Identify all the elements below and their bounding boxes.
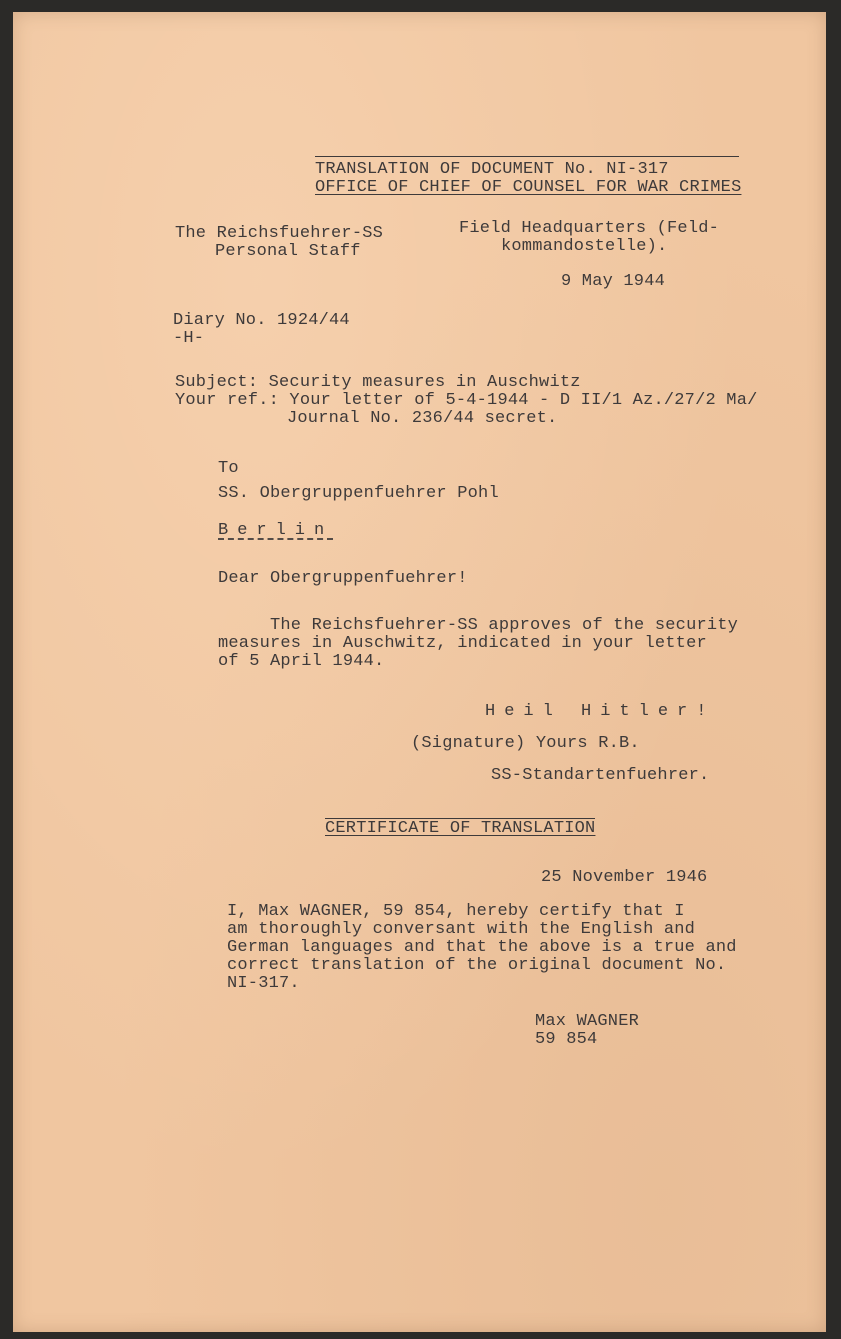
recipient-name: SS. Obergruppenfuehrer Pohl bbox=[218, 484, 499, 503]
certificate-line-5: NI-317. bbox=[227, 974, 300, 993]
recipient-to: To bbox=[218, 459, 239, 478]
sender-line-2: Personal Staff bbox=[215, 242, 361, 261]
certificate-line-3: German languages and that the above is a true and bbox=[227, 938, 737, 957]
closing-greeting: Heil Hitler! bbox=[485, 702, 716, 721]
body-line-1: The Reichsfuehrer-SS approves of the security bbox=[270, 616, 739, 635]
document-page bbox=[13, 12, 826, 1332]
closing-signature: (Signature) Yours R.B. bbox=[411, 734, 640, 753]
body-line-3: of 5 April 1944. bbox=[218, 652, 385, 671]
journal-line: Journal No. 236/44 secret. bbox=[287, 409, 558, 428]
certificate-line-2: am thoroughly conversant with the English and bbox=[227, 920, 696, 939]
diary-code: -H- bbox=[173, 329, 205, 348]
letter-date: 9 May 1944 bbox=[561, 272, 666, 291]
closing-rank: SS-Standartenfuehrer. bbox=[491, 766, 710, 785]
header-office: OFFICE OF CHIEF OF COUNSEL FOR WAR CRIMES bbox=[315, 178, 742, 197]
signer-number: 59 854 bbox=[535, 1030, 598, 1049]
recipient-city: Berlin bbox=[218, 521, 334, 540]
salutation: Dear Obergruppenfuehrer! bbox=[218, 569, 468, 588]
body-line-2: measures in Auschwitz, indicated in your letter bbox=[218, 634, 707, 653]
place-line-2: kommandostelle). bbox=[501, 237, 668, 256]
header-title: TRANSLATION OF DOCUMENT No. NI-317 bbox=[315, 160, 669, 179]
signer-name: Max WAGNER bbox=[535, 1012, 640, 1031]
certificate-date: 25 November 1946 bbox=[541, 868, 708, 887]
place-line-1: Field Headquarters (Feld- bbox=[459, 219, 720, 238]
sender-line-1: The Reichsfuehrer-SS bbox=[175, 224, 384, 243]
certificate-title: CERTIFICATE OF TRANSLATION bbox=[325, 819, 596, 838]
header-top-rule bbox=[315, 156, 739, 157]
diary-number: Diary No. 1924/44 bbox=[173, 311, 350, 330]
certificate-line-1: I, Max WAGNER, 59 854, hereby certify that I bbox=[227, 902, 685, 921]
subject-line: Subject: Security measures in Auschwitz bbox=[175, 373, 581, 392]
certificate-line-4: correct translation of the original document No. bbox=[227, 956, 727, 975]
reference-line: Your ref.: Your letter of 5-4-1944 - D II/1 Az./27/2 Ma/ bbox=[175, 391, 758, 410]
